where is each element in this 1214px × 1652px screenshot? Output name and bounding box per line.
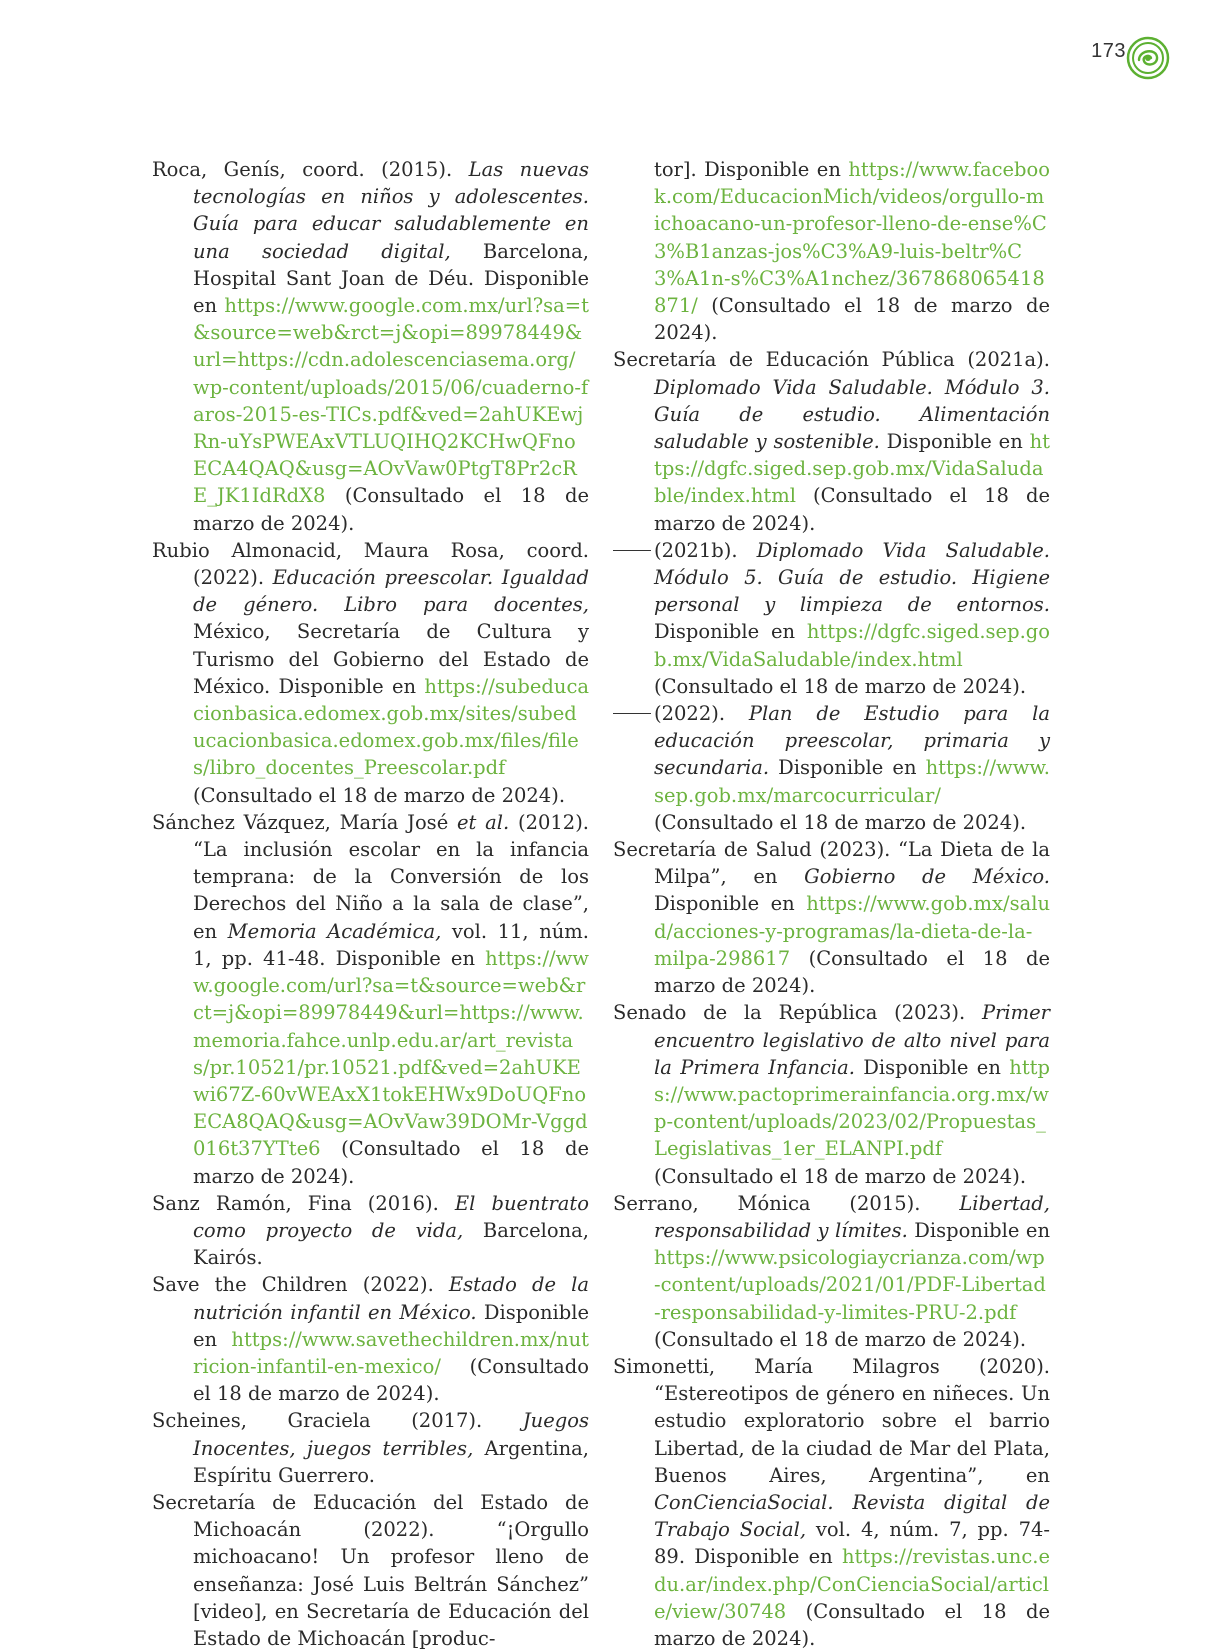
reference-consulted-date: (Consultado el 18 de marzo de 2024). (193, 484, 589, 535)
left-column (152, 156, 589, 1652)
reference-author: Secretaría de Salud (2023). “La Dieta de la Milpa”, en (613, 838, 1050, 889)
reference-author: Rubio Almonacid, Maura Rosa, coord. (2022). (152, 538, 589, 590)
reference-author: tor]. Disponible en (654, 158, 849, 181)
reference-text: Disponible en (907, 1218, 1051, 1242)
reference-entry (613, 346, 1050, 536)
reference-title: Las nuevas tecnologías en niños y adolescentes. Guía para educar saludablemente en una sociedad digital, (193, 158, 589, 263)
reference-entry (613, 999, 1050, 1189)
reference-title: Gobierno de México. (804, 865, 1050, 889)
reference-consulted-date: (Consultado el 18 de marzo de 2024). (654, 674, 1027, 698)
reference-link[interactable]: https://www.savethechildren.mx/nutricion-infantil-en-mexico/ (193, 1327, 589, 1378)
reference-consulted-date: (Consultado el 18 de marzo de 2024). (654, 810, 1027, 834)
reference-consulted-date: (Consultado el 18 de marzo de 2024). (193, 1137, 589, 1188)
reference-text: Disponible en (654, 620, 807, 644)
reference-consulted-date: (Consultado el 18 de marzo de 2024). (654, 1327, 1027, 1351)
reference-title: Primer encuentro legislativo de alto nivel para la Primera Infancia. (654, 1001, 1050, 1079)
reference-author: (2021b). (654, 538, 757, 562)
reference-author: (2022). (654, 702, 749, 726)
page-number: 173 (1091, 40, 1126, 62)
reference-title: El buentrato como proyecto de vida, (193, 1191, 589, 1242)
reference-link[interactable]: https://subeducacionbasica.edomex.gob.mx/sites/subeducacionbasica.edomex.gob.mx/files/files/libro_docentes_Preescolar.pdf (193, 674, 589, 780)
reference-text: vol. 11, núm. 1, pp. 41-48. Disponible en (193, 919, 589, 970)
reference-author: Simonetti, María Milagros (2020). “Estereotipos de género en niñeces. Un estudio exploratorio sobre el barrio Libertad, de la ciudad de Mar del Plata, Buenos Aires, Argentina”, en (613, 1354, 1050, 1487)
reference-consulted-date: (Consultado el 18 de marzo de 2024). (654, 946, 1050, 998)
reference-link[interactable]: https://www.sep.gob.mx/marcocurricular/ (654, 756, 1050, 807)
reference-link[interactable]: https://dgfc.siged.sep.gob.mx/VidaSaludable/index.html (654, 620, 1050, 671)
reference-title: Estado de la nutrición infantil en México. (193, 1273, 589, 1324)
reference-author: Secretaría de Educación del Estado de Michoacán (2022). “¡Orgullo michoacano! Un profesor lleno de enseñanza: José Luis Beltrán Sánchez” [video], en Secretaría de Educación del Estado de Michoacán [produc- (152, 1490, 589, 1650)
reference-link[interactable]: https://www.google.com.mx/url?sa=t&source=web&rct=j&opi=89978449&url=https://cdn.adolescenciasema.org/wp-content/uploads/2015/06/cuaderno-faros-2015-es-TICs.pdf&ved=2ahUKEwjRn-uYsPWEAxVTLUQIHQ2KCHwQFnoECA4QAQ&usg=AOvVaw0PtgT8Pr2cRE_JK1IdRdX8 (193, 294, 589, 508)
reference-text: vol. 4, núm. 7, pp. 74-89. Disponible en (654, 1518, 1050, 1569)
reference-title: Diplomado Vida Saludable. Módulo 3. Guía de estudio. Alimentación saludable y sostenible. (654, 375, 1050, 454)
reference-entry (152, 1190, 589, 1272)
reference-author: Serrano, Mónica (2015). (613, 1191, 960, 1215)
reference-link[interactable]: https://www.pactoprimerainfancia.org.mx/wp-content/uploads/2023/02/Propuestas_Legislativas_1er_ELANPI.pdf (654, 1055, 1050, 1161)
reference-title: Plan de Estudio para la educación preescolar, primaria y secundaria. (654, 702, 1050, 780)
reference-title: Memoria Académica, (227, 919, 442, 943)
reference-entry (152, 156, 589, 537)
reference-entry (152, 1407, 589, 1489)
reference-consulted-date: (Consultado el 18 de marzo de 2024). (193, 1354, 589, 1406)
reference-entry (152, 537, 589, 809)
reference-link[interactable]: https://www.gob.mx/salud/acciones-y-programas/la-dieta-de-la-milpa-298617 (654, 892, 1050, 970)
repeat-author-dash (613, 550, 651, 551)
reference-link[interactable]: https://www.psicologiaycrianza.com/wp-content/uploads/2021/01/PDF-Libertad-responsabilidad-y-limites-PRU-2.pdf (654, 1246, 1046, 1324)
reference-author: Scheines, Graciela (2017). (152, 1409, 523, 1433)
reference-link[interactable]: https://www.facebook.com/EducacionMich/videos/orgullo-michoacano-un-profesor-lleno-de-ense%C3%B1anzas-jos%C3%A9-luis-beltr%C3%A1n-s%C3%A1nchez/367868065418871/ (654, 158, 1050, 318)
reference-consulted-date: (Consultado el 18 de marzo de 2024). (193, 783, 566, 807)
reference-author: Sanz Ramón, Fina (2016). (152, 1191, 455, 1215)
reference-text: Disponible en (193, 1300, 589, 1351)
reference-link[interactable]: https://www.google.com/url?sa=t&source=web&rct=j&opi=89978449&url=https://www.memoria.fahce.unlp.edu.ar/art_revistas/pr.10521/pr.10521.pdf&ved=2ahUKEwi67Z-60vWEAxX1tokEHWx9DoUQFnoECA8QAQ&usg=AOvVaw39DOMr-Vggd016t37YTte6 (193, 946, 589, 1161)
reference-text: Barcelona, Kairós. (193, 1218, 590, 1270)
reference-text: Barcelona, Hospital Sant Joan de Déu. Disponible en (193, 239, 589, 318)
reference-consulted-date: (Consultado el 18 de marzo de 2024). (654, 1164, 1027, 1188)
reference-title: Libertad, responsabilidad y límites. (654, 1191, 1050, 1242)
reference-author: Senado de la República (2023). (613, 1001, 982, 1025)
reference-consulted-date: (Consultado el 18 de marzo de 2024). (654, 484, 1050, 535)
reference-author: Secretaría de Educación Pública (2021a). (613, 348, 1050, 372)
reference-entry (613, 1190, 1050, 1353)
reference-entry (613, 156, 1050, 346)
reference-text: Argentina, Espíritu Guerrero. (193, 1436, 589, 1487)
reference-entry (152, 1489, 589, 1652)
reference-title: Diplomado Vida Saludable. Módulo 5. Guía de estudio. Higiene personal y limpieza de entornos. (654, 538, 1050, 617)
reference-entry (613, 700, 1050, 836)
green-spiral-logo-icon (1126, 36, 1170, 80)
repeat-author-dash (613, 713, 651, 714)
reference-title: Educación preescolar. Igualdad de género. Libro para docentes, (193, 566, 589, 617)
reference-text: Disponible en (854, 1055, 1010, 1079)
reference-entry (613, 537, 1050, 700)
reference-entry (613, 836, 1050, 999)
reference-text: Disponible en (879, 430, 1030, 454)
reference-author: Roca, Genís, coord. (2015). (152, 158, 469, 181)
reference-entry (152, 1271, 589, 1407)
reference-title: ConCienciaSocial. Revista digital de Trabajo Social, (654, 1490, 1050, 1542)
reference-title: Juegos Inocentes, juegos terribles, (193, 1409, 589, 1460)
reference-author: Save the Children (2022). (152, 1273, 449, 1297)
reference-text: México, Secretaría de Cultura y Turismo del Gobierno del Estado de México. Disponible en (193, 620, 589, 698)
reference-author: Sánchez Vázquez, María José (152, 810, 457, 834)
reference-consulted-date: (Consultado el 18 de marzo de 2024). (654, 294, 1050, 345)
reference-link[interactable]: https://dgfc.siged.sep.gob.mx/VidaSaludable/index.html (654, 430, 1050, 508)
reference-text: Disponible en (654, 892, 807, 916)
reference-entry (152, 809, 589, 1190)
reference-text: (2012). “La inclusión escolar en la infancia temprana: de la Conversión de los Derechos del Niño a la sala de clase”, en (193, 810, 589, 943)
reference-entry (613, 1353, 1050, 1652)
reference-link[interactable]: https://revistas.unc.edu.ar/index.php/ConCienciaSocial/article/view/30748 (654, 1545, 1050, 1623)
reference-consulted-date: (Consultado el 18 de marzo de 2024). (654, 1599, 1050, 1650)
reference-text: Disponible en (769, 756, 926, 780)
reference-title: et al. (457, 810, 510, 834)
right-column (613, 156, 1050, 1652)
